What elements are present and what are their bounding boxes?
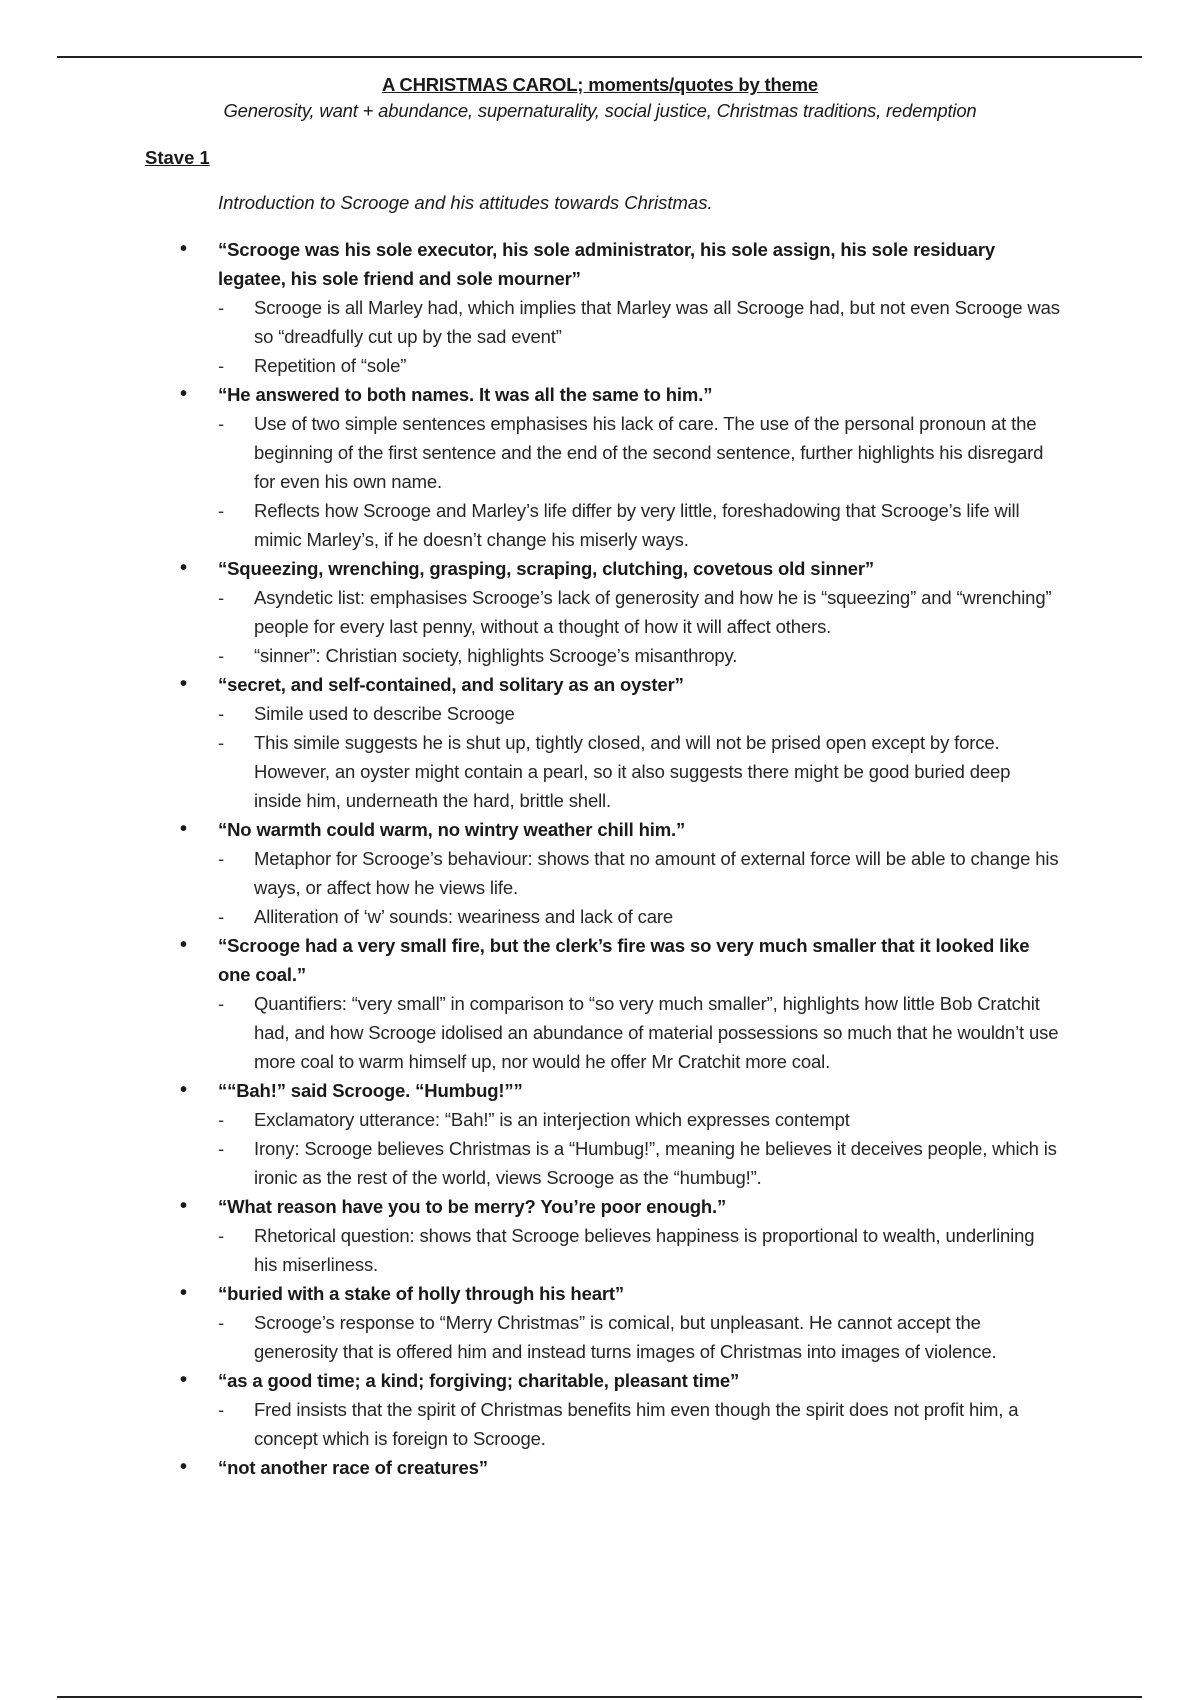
note-text: This simile suggests he is shut up, tightly closed, and will not be prised open except by force. However, an oyster might contain a pearl, so it also suggests there might be good buried deep inside him, underneath the hard, brittle shell. [254, 732, 1011, 811]
note-item [0, 293, 1200, 351]
quote-item [0, 815, 1200, 931]
note-list [0, 583, 1200, 670]
bullet-icon: • [180, 1195, 187, 1217]
quote-item [0, 1076, 1200, 1192]
dash-icon: - [218, 1138, 225, 1159]
quote-item [0, 1366, 1200, 1453]
quote-item [0, 1453, 1200, 1482]
note-text: Exclamatory utterance: “Bah!” is an interjection which expresses contempt [254, 1109, 850, 1130]
note-item [0, 351, 1200, 380]
dash-icon: - [218, 1312, 225, 1333]
dash-icon: - [218, 1225, 225, 1246]
document-subtitle: Generosity, want + abundance, supernaturality, social justice, Christmas traditions, redemption [223, 100, 977, 121]
dash-icon: - [218, 500, 225, 521]
dash-icon: - [218, 906, 225, 927]
note-text: Repetition of “sole” [254, 355, 407, 376]
quote-item [0, 380, 1200, 554]
bullet-icon: • [180, 1282, 187, 1304]
quote-text: “What reason have you to be merry? You’re poor enough.” [218, 1196, 727, 1217]
note-item [0, 728, 1200, 815]
note-item [0, 699, 1200, 728]
quote-text: “not another race of creatures” [218, 1457, 488, 1478]
quote-item [0, 554, 1200, 670]
quote-text: “No warmth could warm, no wintry weather chill him.” [218, 819, 686, 840]
dash-icon: - [218, 645, 225, 666]
note-item [0, 1105, 1200, 1134]
dash-icon: - [218, 848, 225, 869]
dash-icon: - [218, 993, 225, 1014]
note-list [0, 844, 1200, 931]
note-item [0, 641, 1200, 670]
quote-text: “Scrooge was his sole executor, his sole administrator, his sole assign, his sole residuary legatee, his sole friend and sole mourner” [218, 239, 996, 289]
bottom-divider [57, 1696, 1142, 1698]
note-list [0, 1308, 1200, 1366]
note-text: Rhetorical question: shows that Scrooge believes happiness is proportional to wealth, underlining his miserliness. [254, 1225, 1035, 1275]
top-divider [57, 56, 1142, 58]
dash-icon: - [218, 732, 225, 753]
dash-icon: - [218, 413, 225, 434]
dash-icon: - [218, 355, 225, 376]
bullet-icon: • [180, 238, 187, 260]
note-item [0, 1134, 1200, 1192]
dash-icon: - [218, 587, 225, 608]
quote-text: “He answered to both names. It was all the same to him.” [218, 384, 713, 405]
dash-icon: - [218, 1399, 225, 1420]
quote-list [0, 235, 1200, 1482]
note-item [0, 409, 1200, 496]
note-text: Scrooge is all Marley had, which implies that Marley was all Scrooge had, but not even Scrooge was so “dreadfully cut up by the sad event” [254, 297, 1060, 347]
note-list [0, 1105, 1200, 1192]
dash-icon: - [218, 703, 225, 724]
note-item [0, 583, 1200, 641]
note-text: Simile used to describe Scrooge [254, 703, 515, 724]
bullet-icon: • [180, 383, 187, 405]
quote-text: “secret, and self-contained, and solitary as an oyster” [218, 674, 684, 695]
dash-icon: - [218, 297, 225, 318]
note-text: Alliteration of ‘w’ sounds: weariness and lack of care [254, 906, 673, 927]
bullet-icon: • [180, 673, 187, 695]
quote-item [0, 1279, 1200, 1366]
note-item [0, 496, 1200, 554]
quote-text: ““Bah!” said Scrooge. “Humbug!”” [218, 1080, 523, 1101]
quote-item [0, 235, 1200, 380]
quote-text: “as a good time; a kind; forgiving; charitable, pleasant time” [218, 1370, 740, 1391]
note-list [0, 699, 1200, 815]
section-heading: Stave 1 [145, 147, 210, 168]
note-text: Use of two simple sentences emphasises his lack of care. The use of the personal pronoun at the beginning of the first sentence and the end of the second sentence, further highlights his disregard for even his own name. [254, 413, 1044, 492]
note-text: Fred insists that the spirit of Christmas benefits him even though the spirit does not profit him, a concept which is foreign to Scrooge. [254, 1399, 1019, 1449]
note-text: Reflects how Scrooge and Marley’s life differ by very little, foreshadowing that Scrooge’s life will mimic Marley’s, if he doesn’t change his miserly ways. [254, 500, 1020, 550]
note-item [0, 1308, 1200, 1366]
bullet-icon: • [180, 818, 187, 840]
note-text: Quantifiers: “very small” in comparison to “so very much smaller”, highlights how little Bob Cratchit had, and how Scrooge idolised an abundance of material possessions so much that he wouldn’t use more coal to warm himself up, nor would he offer Mr Cratchit more coal. [254, 993, 1059, 1072]
note-list [0, 293, 1200, 380]
quote-item [0, 670, 1200, 815]
note-list [0, 1395, 1200, 1453]
dash-icon: - [218, 1109, 225, 1130]
bullet-icon: • [180, 557, 187, 579]
document-title: A CHRISTMAS CAROL; moments/quotes by theme [382, 74, 818, 95]
bullet-icon: • [180, 1369, 187, 1391]
note-item [0, 1221, 1200, 1279]
note-list [0, 409, 1200, 554]
note-item [0, 902, 1200, 931]
section-intro: Introduction to Scrooge and his attitudes towards Christmas. [218, 192, 713, 213]
note-text: “sinner”: Christian society, highlights Scrooge’s misanthropy. [254, 645, 738, 666]
bullet-icon: • [180, 1079, 187, 1101]
quote-text: “buried with a stake of holly through his heart” [218, 1283, 625, 1304]
quote-text: “Squeezing, wrenching, grasping, scraping, clutching, covetous old sinner” [218, 558, 875, 579]
note-text: Asyndetic list: emphasises Scrooge’s lack of generosity and how he is “squeezing” and “wrenching” people for every last penny, without a thought of how it will affect others. [254, 587, 1052, 637]
note-text: Scrooge’s response to “Merry Christmas” is comical, but unpleasant. He cannot accept the generosity that is offered him and instead turns images of Christmas into images of violence. [254, 1312, 997, 1362]
note-text: Irony: Scrooge believes Christmas is a “Humbug!”, meaning he believes it deceives people, which is ironic as the rest of the world, views Scrooge as the “humbug!”. [254, 1138, 1057, 1188]
quote-text: “Scrooge had a very small fire, but the clerk’s fire was so very much smaller that it looked like one coal.” [218, 935, 1030, 985]
note-item [0, 989, 1200, 1076]
bullet-icon: • [180, 934, 187, 956]
note-list [0, 989, 1200, 1076]
note-text: Metaphor for Scrooge’s behaviour: shows that no amount of external force will be able to change his ways, or affect how he views life. [254, 848, 1059, 898]
note-item [0, 1395, 1200, 1453]
note-item [0, 844, 1200, 902]
quote-item [0, 1192, 1200, 1279]
note-list [0, 1221, 1200, 1279]
quote-item [0, 931, 1200, 1076]
bullet-icon: • [180, 1456, 187, 1478]
